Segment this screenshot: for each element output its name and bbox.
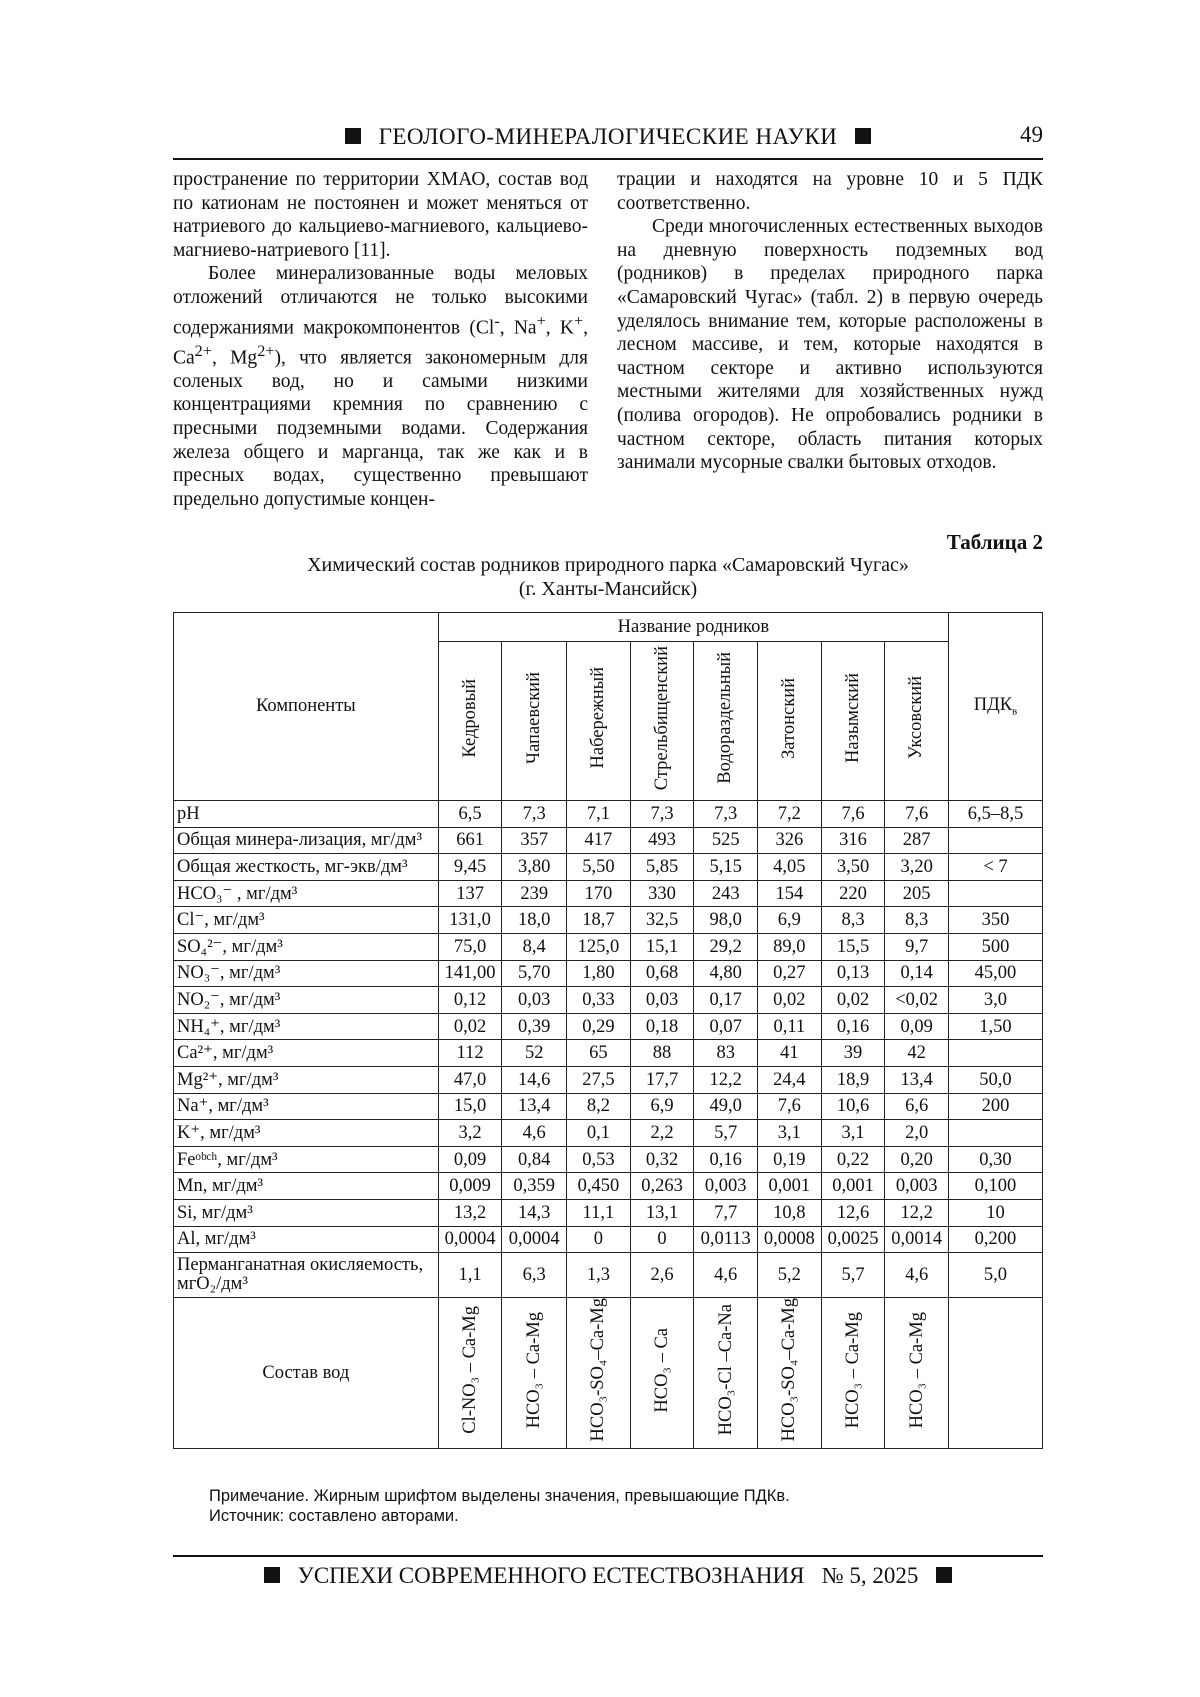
- value-cell: 10,8: [758, 1199, 822, 1226]
- value-cell: 7,3: [630, 801, 694, 828]
- table-row: [174, 987, 1043, 1014]
- value-cell: 42: [885, 1040, 949, 1067]
- value-cell: 1,3: [567, 1253, 631, 1298]
- value-cell: 170: [567, 880, 631, 907]
- journal-title: УСПЕХИ СОВРЕМЕННОГО ЕСТЕСТВОЗНАНИЯ: [297, 1563, 805, 1588]
- section-title-text: ГЕОЛОГО-МИНЕРАЛОГИЧЕСКИЕ НАУКИ: [378, 124, 838, 149]
- value-cell: 10,6: [821, 1093, 885, 1120]
- square-bullet-icon: [345, 128, 361, 144]
- value-cell: 5,7: [821, 1253, 885, 1298]
- value-cell: 7,6: [885, 801, 949, 828]
- value-cell: 29,2: [694, 933, 758, 960]
- value-cell: 316: [821, 827, 885, 854]
- pdk-cell: 200: [948, 1093, 1042, 1120]
- value-cell: 0,0014: [885, 1226, 949, 1253]
- value-cell: 125,0: [567, 933, 631, 960]
- component-name: Cl⁻, мг/дм³: [174, 907, 439, 934]
- value-cell: 2,0: [885, 1120, 949, 1147]
- right-column: [617, 168, 1043, 475]
- value-cell: 6,5: [438, 801, 502, 828]
- value-cell: 0,003: [694, 1173, 758, 1200]
- value-cell: 0: [630, 1226, 694, 1253]
- value-cell: 13,4: [502, 1093, 567, 1120]
- table-row: [174, 960, 1043, 987]
- body-columns: [173, 168, 1043, 510]
- value-cell: 17,7: [630, 1066, 694, 1093]
- value-cell: 15,0: [438, 1093, 502, 1120]
- value-cell: 18,9: [821, 1066, 885, 1093]
- value-cell: 8,4: [502, 933, 567, 960]
- value-cell: 0,450: [567, 1173, 631, 1200]
- composition-cell: HCO₃-Cl –Ca-Na: [694, 1298, 758, 1448]
- paragraph: Среди многочисленных естественных выходов на дневную поверхность подземных вод (родников) в пределах природного парка «Самаровский Чугас» (табл. 2) в первую очередь уделялось внимание тем, которые расположены в лесном массиве, и тем, которые находятся в частном секторе и активно используются местными жителями для хозяйственных нужд (полива огородов). Не опробовались родники в частном секторе, область питания которых занимали мусорные свалки бытовых отходов.: [617, 216, 1043, 474]
- value-cell: 0,003: [885, 1173, 949, 1200]
- value-cell: 0,09: [438, 1146, 502, 1173]
- value-cell: 6,9: [630, 1093, 694, 1120]
- component-name: Si, мг/дм³: [174, 1199, 439, 1226]
- value-cell: 243: [694, 880, 758, 907]
- value-cell: 8,2: [567, 1093, 631, 1120]
- header-spring: Затонский: [758, 642, 822, 801]
- value-cell: 141,00: [438, 960, 502, 987]
- component-name: NO₃⁻, мг/дм³: [174, 960, 439, 987]
- component-name: Al, мг/дм³: [174, 1226, 439, 1253]
- value-cell: 18,7: [567, 907, 631, 934]
- value-cell: 32,5: [630, 907, 694, 934]
- component-name: HCO₃⁻ , мг/дм³: [174, 880, 439, 907]
- value-cell: 0,03: [630, 987, 694, 1014]
- header-spring: Уксовский: [885, 642, 949, 801]
- header-spring: Назымский: [821, 642, 885, 801]
- component-name: Перманганатная окисляемость, мгO₂/дм³: [174, 1253, 439, 1298]
- value-cell: 49,0: [694, 1093, 758, 1120]
- composition-cell: HCO₃ – Ca: [630, 1298, 694, 1448]
- running-footer: [173, 1563, 1043, 1589]
- component-name: SO₄²⁻, мг/дм³: [174, 933, 439, 960]
- paragraph: трации и находятся на уровне 10 и 5 ПДК соответственно.: [617, 169, 1043, 214]
- header-pdk: $ПДК_в$: [948, 613, 1042, 801]
- value-cell: 7,7: [694, 1199, 758, 1226]
- table-caption: Химический состав родников природного парка «Самаровский Чугас»: [307, 554, 909, 576]
- value-cell: 0,09: [885, 1013, 949, 1040]
- value-cell: 4,6: [885, 1253, 949, 1298]
- composition-label: Состав вод: [174, 1298, 439, 1448]
- value-cell: 0,16: [821, 1013, 885, 1040]
- pdk-cell: 10: [948, 1199, 1042, 1226]
- value-cell: 0,29: [567, 1013, 631, 1040]
- pdk-cell: 0,200: [948, 1226, 1042, 1253]
- value-cell: 0,13: [821, 960, 885, 987]
- table-label: Таблица 2: [946, 530, 1043, 554]
- value-cell: 88: [630, 1040, 694, 1067]
- pdk-cell: 5,0: [948, 1253, 1042, 1298]
- table-row: [174, 1066, 1043, 1093]
- value-cell: 0,001: [821, 1173, 885, 1200]
- component-name: Mn, мг/дм³: [174, 1173, 439, 1200]
- value-cell: 15,5: [821, 933, 885, 960]
- value-cell: 3,20: [885, 854, 949, 881]
- value-cell: 6,9: [758, 907, 822, 934]
- value-cell: 5,15: [694, 854, 758, 881]
- value-cell: 11,1: [567, 1199, 631, 1226]
- value-cell: 0,1: [567, 1120, 631, 1147]
- table-row: [174, 1040, 1043, 1067]
- data-table: [173, 612, 1043, 1449]
- table-row: [174, 880, 1043, 907]
- value-cell: 15,1: [630, 933, 694, 960]
- value-cell: 83: [694, 1040, 758, 1067]
- component-name: Ca²⁺, мг/дм³: [174, 1040, 439, 1067]
- value-cell: 493: [630, 827, 694, 854]
- value-cell: 89,0: [758, 933, 822, 960]
- value-cell: 0,32: [630, 1146, 694, 1173]
- component-name: NO₂⁻, мг/дм³: [174, 987, 439, 1014]
- value-cell: 0,009: [438, 1173, 502, 1200]
- table-row: [174, 827, 1043, 854]
- table-note: [209, 1486, 790, 1526]
- composition-cell: HCO₃ – Ca-Mg: [821, 1298, 885, 1448]
- table-row: [174, 1146, 1043, 1173]
- component-name: Na⁺, мг/дм³: [174, 1093, 439, 1120]
- pdk-cell: [948, 827, 1042, 854]
- table-row: [174, 1013, 1043, 1040]
- pdk-cell: < 7: [948, 854, 1042, 881]
- component-name: Общая минера-лизация, мг/дм³: [174, 827, 439, 854]
- value-cell: 7,3: [502, 801, 567, 828]
- header-spring: Чапаевский: [502, 642, 567, 801]
- value-cell: 417: [567, 827, 631, 854]
- value-cell: 7,2: [758, 801, 822, 828]
- component-name: NH₄⁺, мг/дм³: [174, 1013, 439, 1040]
- value-cell: 205: [885, 880, 949, 907]
- issue-number: № 5, 2025: [821, 1563, 919, 1588]
- value-cell: 0,0025: [821, 1226, 885, 1253]
- value-cell: 7,6: [821, 801, 885, 828]
- value-cell: 330: [630, 880, 694, 907]
- pdk-cell: 6,5–8,5: [948, 801, 1042, 828]
- header-spring: Водораздельный: [694, 642, 758, 801]
- composition-cell: Cl-NO₃ – Ca-Mg: [438, 1298, 502, 1448]
- composition-row: [174, 1298, 1043, 1448]
- value-cell: 0,16: [694, 1146, 758, 1173]
- value-cell: 0,0004: [438, 1226, 502, 1253]
- value-cell: 220: [821, 880, 885, 907]
- component-name: K⁺, мг/дм³: [174, 1120, 439, 1147]
- value-cell: 8,3: [821, 907, 885, 934]
- value-cell: 4,80: [694, 960, 758, 987]
- value-cell: 0,02: [438, 1013, 502, 1040]
- square-bullet-icon: [855, 128, 871, 144]
- pdk-cell: [948, 880, 1042, 907]
- table-row: [174, 1226, 1043, 1253]
- value-cell: 0,68: [630, 960, 694, 987]
- value-cell: 5,50: [567, 854, 631, 881]
- value-cell: 0,12: [438, 987, 502, 1014]
- value-cell: 6,6: [885, 1093, 949, 1120]
- page-number: 49: [1020, 122, 1043, 147]
- pdk-cell: 0,100: [948, 1173, 1042, 1200]
- value-cell: 5,85: [630, 854, 694, 881]
- table-row: [174, 854, 1043, 881]
- value-cell: 0,27: [758, 960, 822, 987]
- pdk-cell: [948, 1040, 1042, 1067]
- value-cell: 0,22: [821, 1146, 885, 1173]
- footer-rule: [173, 1555, 1043, 1557]
- value-cell: 1,80: [567, 960, 631, 987]
- composition-cell: HCO₃-SO₄–Ca-Mg: [758, 1298, 822, 1448]
- value-cell: 239: [502, 880, 567, 907]
- value-cell: 9,7: [885, 933, 949, 960]
- running-header: [173, 118, 1043, 160]
- value-cell: 4,6: [502, 1120, 567, 1147]
- value-cell: <0,02: [885, 987, 949, 1014]
- value-cell: 0,11: [758, 1013, 822, 1040]
- value-cell: 661: [438, 827, 502, 854]
- component-name: Mg²⁺, мг/дм³: [174, 1066, 439, 1093]
- value-cell: 2,6: [630, 1253, 694, 1298]
- value-cell: 3,2: [438, 1120, 502, 1147]
- value-cell: 357: [502, 827, 567, 854]
- value-cell: 3,50: [821, 854, 885, 881]
- pdk-cell: 3,0: [948, 987, 1042, 1014]
- value-cell: 14,6: [502, 1066, 567, 1093]
- value-cell: 0,02: [758, 987, 822, 1014]
- value-cell: 0,0008: [758, 1226, 822, 1253]
- value-cell: 5,2: [758, 1253, 822, 1298]
- value-cell: 1,1: [438, 1253, 502, 1298]
- table-row: [174, 1120, 1043, 1147]
- value-cell: 4,6: [694, 1253, 758, 1298]
- value-cell: 12,2: [694, 1066, 758, 1093]
- value-cell: 12,2: [885, 1199, 949, 1226]
- pdk-cell: 1,50: [948, 1013, 1042, 1040]
- value-cell: 6,3: [502, 1253, 567, 1298]
- value-cell: 0,02: [821, 987, 885, 1014]
- value-cell: 0,03: [502, 987, 567, 1014]
- value-cell: 131,0: [438, 907, 502, 934]
- value-cell: 0,0004: [502, 1226, 567, 1253]
- value-cell: 4,05: [758, 854, 822, 881]
- pdk-cell: 500: [948, 933, 1042, 960]
- value-cell: 0,53: [567, 1146, 631, 1173]
- note-line: Примечание. Жирным шрифтом выделены значения, превышающие ПДКв.: [209, 1487, 790, 1505]
- value-cell: 5,7: [694, 1120, 758, 1147]
- value-cell: 137: [438, 880, 502, 907]
- pdk-cell: [948, 1298, 1042, 1448]
- left-column: [173, 168, 588, 511]
- value-cell: 7,3: [694, 801, 758, 828]
- pdk-cell: 50,0: [948, 1066, 1042, 1093]
- value-cell: 0,18: [630, 1013, 694, 1040]
- value-cell: 112: [438, 1040, 502, 1067]
- header-spring: Кедровый: [438, 642, 502, 801]
- square-bullet-icon: [936, 1567, 952, 1583]
- pdk-cell: 0,30: [948, 1146, 1042, 1173]
- value-cell: 0,19: [758, 1146, 822, 1173]
- table-row: [174, 1199, 1043, 1226]
- value-cell: 13,2: [438, 1199, 502, 1226]
- pdk-cell: [948, 1120, 1042, 1147]
- header-spring: Стрельбищенский: [630, 642, 694, 801]
- value-cell: 14,3: [502, 1199, 567, 1226]
- value-cell: 0,263: [630, 1173, 694, 1200]
- value-cell: 0,359: [502, 1173, 567, 1200]
- value-cell: 3,1: [758, 1120, 822, 1147]
- value-cell: 326: [758, 827, 822, 854]
- value-cell: 5,70: [502, 960, 567, 987]
- value-cell: 18,0: [502, 907, 567, 934]
- composition-cell: HCO₃ – Ca-Mg: [885, 1298, 949, 1448]
- value-cell: 0,33: [567, 987, 631, 1014]
- pdk-cell: 45,00: [948, 960, 1042, 987]
- composition-cell: HCO₃-SO₄–Ca-Mg: [567, 1298, 631, 1448]
- paragraph: Более минерализованные воды меловых отложений отличаются не только высокими содержаниями макрокомпонентов (Cl-, Na+, K+, $Ca^{2+}$, $Mg^{2+}$), что является закономерным для соленых вод, но и самыми низкими концентрациями кремния по сравнению с пресными подземными водами. Содержания железа общего и марганца, так же как и в пресных водах, существенно превышают предельно допустимые концен-: [173, 263, 588, 510]
- square-bullet-icon: [264, 1567, 280, 1583]
- value-cell: 75,0: [438, 933, 502, 960]
- value-cell: 39: [821, 1040, 885, 1067]
- source-line: Источник: составлено авторами.: [209, 1507, 459, 1525]
- header-group: Название родников: [438, 613, 948, 642]
- value-cell: 27,5: [567, 1066, 631, 1093]
- value-cell: 525: [694, 827, 758, 854]
- section-title: [173, 124, 1043, 150]
- table-row: [174, 801, 1043, 828]
- value-cell: 0,84: [502, 1146, 567, 1173]
- table-row: [174, 933, 1043, 960]
- table-caption-location: (г. Ханты-Мансийск): [518, 578, 698, 600]
- component-name: Feᵒᵇᶜʰ, мг/дм³: [174, 1146, 439, 1173]
- composition-cell: HCO₃ – Ca-Mg: [502, 1298, 567, 1448]
- header-spring: Набережный: [567, 642, 631, 801]
- table-row: [174, 907, 1043, 934]
- value-cell: 0: [567, 1226, 631, 1253]
- table-row: [174, 1093, 1043, 1120]
- value-cell: 13,1: [630, 1199, 694, 1226]
- value-cell: 0,20: [885, 1146, 949, 1173]
- value-cell: 7,6: [758, 1093, 822, 1120]
- table-row: [174, 1173, 1043, 1200]
- component-name: pH: [174, 801, 439, 828]
- value-cell: 47,0: [438, 1066, 502, 1093]
- paragraph: пространение по территории ХМАО, состав вод по катионам не постоянен и может меняться от натриевого до кальциево-магниевого, кальциево-магниево-натриевого [11].: [173, 169, 588, 261]
- value-cell: 9,45: [438, 854, 502, 881]
- value-cell: 98,0: [694, 907, 758, 934]
- value-cell: 41: [758, 1040, 822, 1067]
- value-cell: 52: [502, 1040, 567, 1067]
- value-cell: 0,0113: [694, 1226, 758, 1253]
- value-cell: 154: [758, 880, 822, 907]
- value-cell: 0,001: [758, 1173, 822, 1200]
- value-cell: 287: [885, 827, 949, 854]
- value-cell: 65: [567, 1040, 631, 1067]
- value-cell: 0,07: [694, 1013, 758, 1040]
- value-cell: 0,17: [694, 987, 758, 1014]
- value-cell: 2,2: [630, 1120, 694, 1147]
- value-cell: 12,6: [821, 1199, 885, 1226]
- value-cell: 0,14: [885, 960, 949, 987]
- value-cell: 13,4: [885, 1066, 949, 1093]
- value-cell: 3,80: [502, 854, 567, 881]
- component-name: Общая жесткость, мг-экв/дм³: [174, 854, 439, 881]
- value-cell: 3,1: [821, 1120, 885, 1147]
- value-cell: 7,1: [567, 801, 631, 828]
- header-components: Компоненты: [174, 613, 439, 801]
- value-cell: 0,39: [502, 1013, 567, 1040]
- table-row: [174, 1253, 1043, 1298]
- value-cell: 8,3: [885, 907, 949, 934]
- pdk-cell: 350: [948, 907, 1042, 934]
- value-cell: 24,4: [758, 1066, 822, 1093]
